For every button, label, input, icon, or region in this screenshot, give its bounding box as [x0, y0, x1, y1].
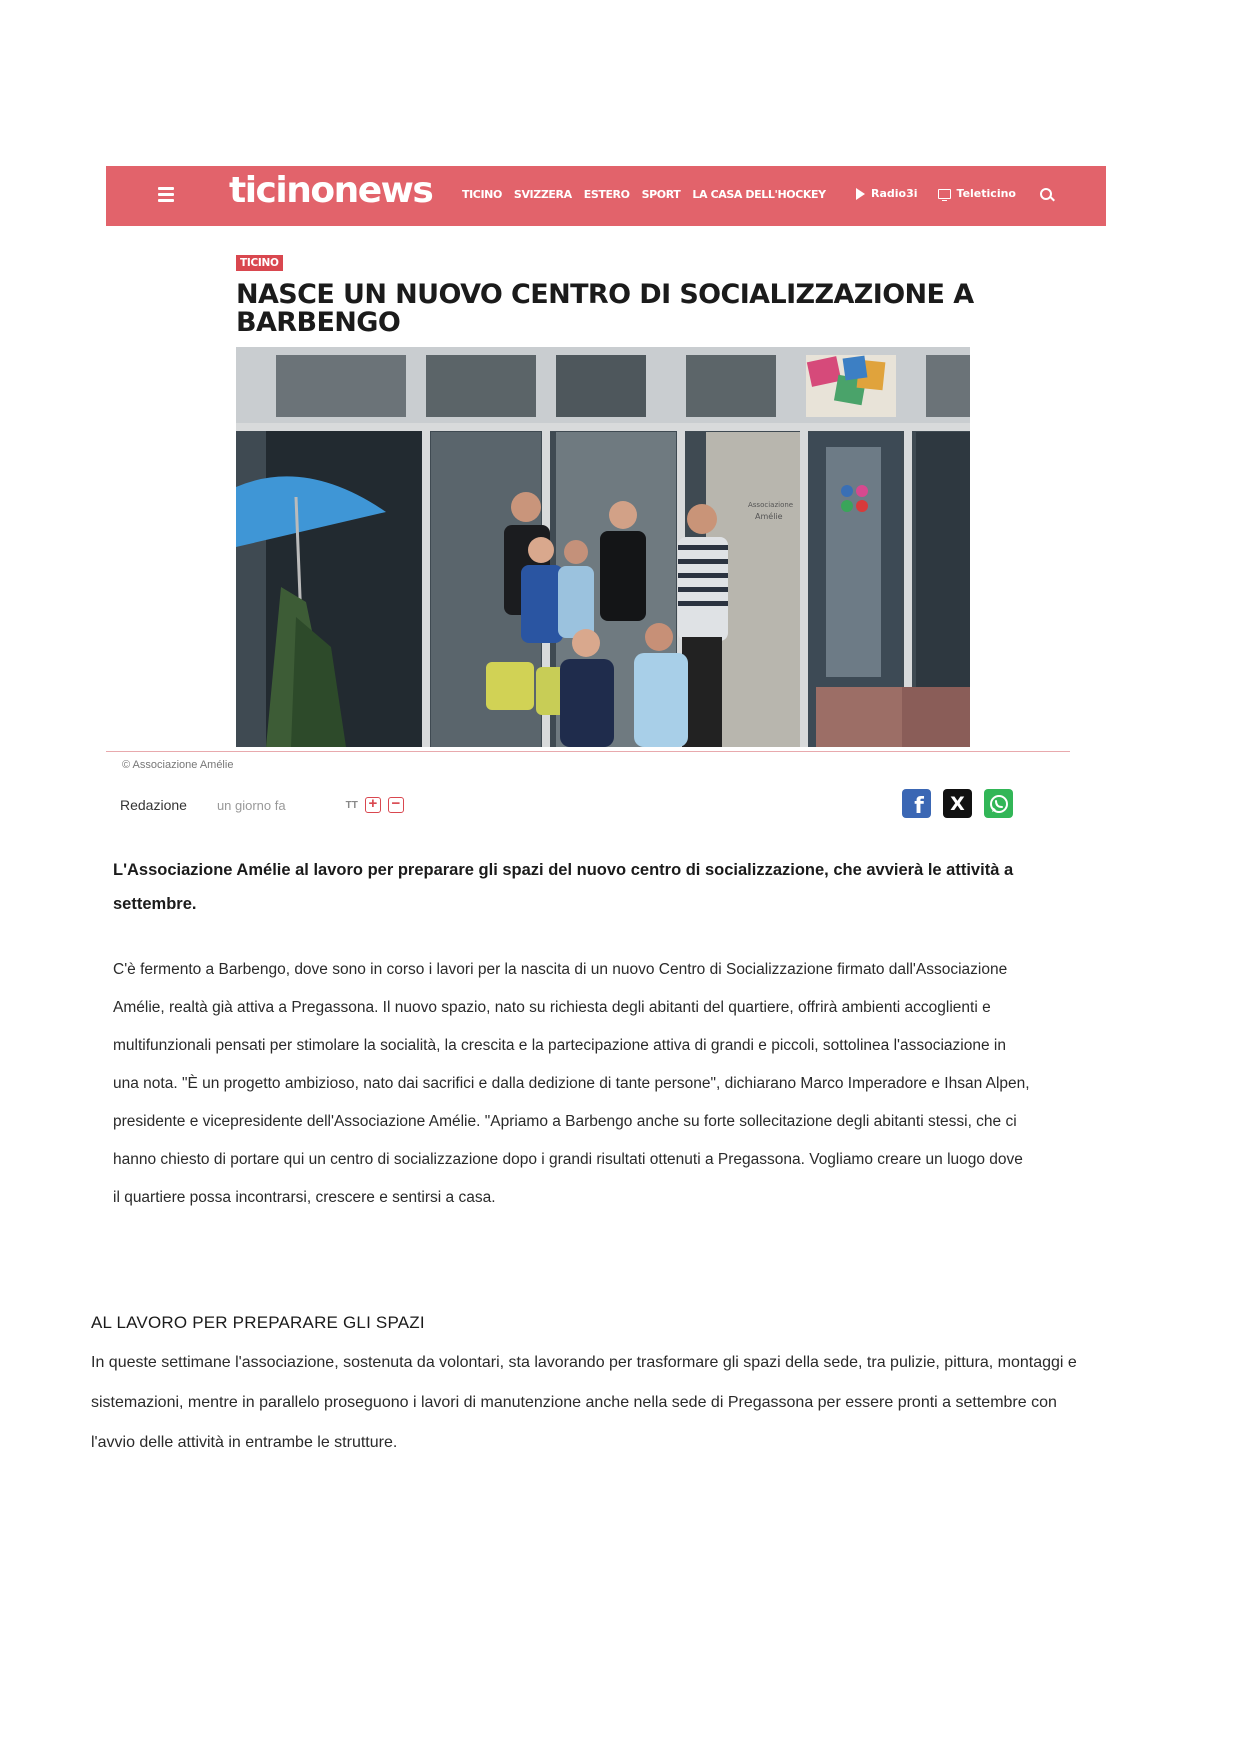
hamburger-menu-icon[interactable] [158, 187, 174, 201]
header-actions [856, 187, 1052, 200]
author[interactable]: Redazione [120, 797, 187, 813]
nav-item-svizzera[interactable]: SVIZZERA [513, 188, 572, 201]
tv-label: Teleticino [956, 187, 1016, 200]
font-size-tools [346, 797, 404, 813]
whatsapp-icon [988, 793, 1010, 815]
font-increase-button[interactable]: + [365, 797, 381, 813]
article-body-paragraph: C'è fermento a Barbengo, dove sono in corso i lavori per la nascita di un nuovo Centro di Socializzazione firmato dall'Associazione Amélie, realtà già attiva a Pregassona. Il nuovo spazio, nato su richiesta degli abitanti del quartiere, offrirà ambienti accoglienti e multifunzionali pensati per stimolare la socialità, la crescita e la partecipazione attiva di grandi e piccoli, sottolinea l'associazione in una nota. "È un progetto ambizioso, nato dai sacrifici e dalla dedizione di tante persone", dichiarano Marco Imperadore e Ihsan Alpen, presidente e vicepresidente dell'Associazione Amélie. "Apriamo a Barbengo anche su forte sollecitazione degli abitanti stessi, che ci hanno chiesto di portare qui un centro di socializzazione dopo i grandi risultati ottenuti a Pregassona. Vogliamo creare un luogo dove il quartiere possa incontrarsi, crescere e sentirsi a casa. [113, 961, 1030, 1206]
nav-item-ticino[interactable]: TICINO [462, 188, 502, 201]
category-badge[interactable]: TICINO [236, 255, 283, 271]
article-body-paragraph-2: In queste settimane l'associazione, sostenuta da volontari, sta lavorando per trasformare gli spazi della sede, tra pulizie, pittura, montaggi e sistemazioni, mentre in parallelo proseguono i lavori di manutenzione anche nella sede di Pregassona per essere pronti a settembre con l'avvio delle attività in entrambe le strutture. [91, 1354, 1077, 1451]
facebook-icon: f [914, 793, 924, 819]
play-icon [856, 188, 865, 200]
nav-item-sport[interactable]: SPORT [641, 188, 681, 201]
article-lead: L'Associazione Amélie al lavoro per preparare gli spazi del nuovo centro di socializzazione, che avvierà le attività a settembre. [113, 861, 1014, 913]
site-logo[interactable]: ticinonews [229, 170, 433, 211]
facebook-share-button[interactable] [902, 789, 931, 818]
nav-item-estero[interactable]: ESTERO [583, 188, 630, 201]
x-share-button[interactable] [943, 789, 972, 818]
site-header [106, 166, 1106, 226]
font-decrease-button[interactable]: − [388, 797, 404, 813]
divider [106, 751, 1070, 752]
font-size-label: TT [345, 799, 358, 811]
radio-label: Radio3i [871, 187, 918, 200]
tv-icon [938, 189, 951, 199]
x-icon: X [950, 792, 965, 815]
tv-link[interactable] [938, 187, 1016, 200]
photo-sign-line2: Amélie [755, 512, 783, 521]
byline [120, 797, 404, 813]
publish-date: un giorno fa [216, 797, 286, 813]
radio-link[interactable] [856, 187, 918, 200]
article-photo [236, 347, 970, 747]
photo-credit: © Associazione Amélie [122, 759, 234, 771]
article-subheading: AL LAVORO PER PREPARARE GLI SPAZI [91, 1313, 425, 1332]
whatsapp-share-button[interactable] [984, 789, 1013, 818]
nav-item-hockey[interactable]: LA CASA DELL'HOCKEY [692, 188, 826, 201]
photo-sign-line1: Associazione [748, 501, 794, 509]
share-buttons [902, 789, 1013, 818]
article-title: NASCE UN NUOVO CENTRO DI SOCIALIZZAZIONE A BARBENGO [236, 279, 974, 338]
main-nav [462, 188, 826, 201]
search-icon[interactable] [1040, 188, 1052, 200]
